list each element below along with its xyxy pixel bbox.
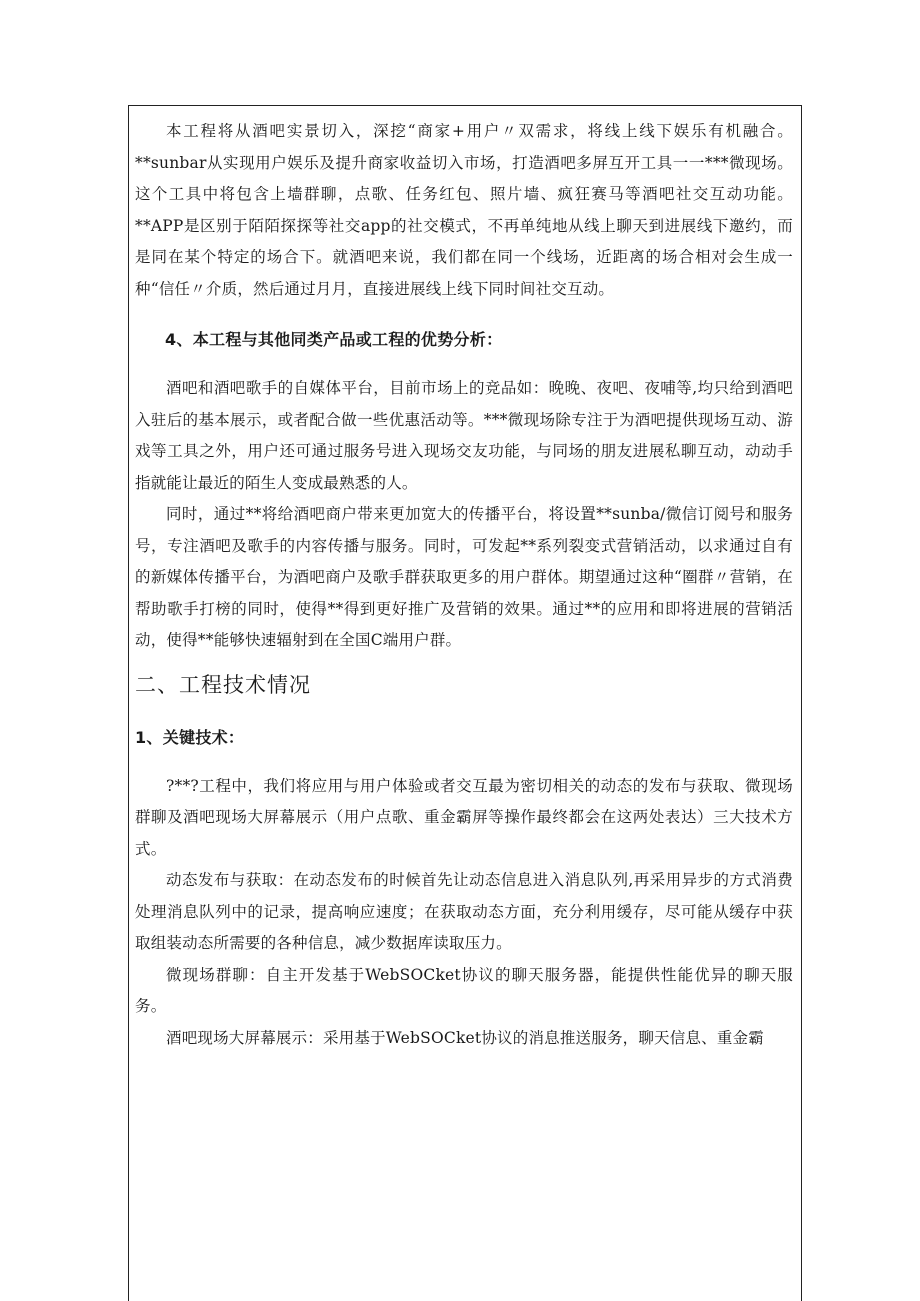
intro-paragraph: 本工程将从酒吧实景切入，深挖“商家+用户〃双需求，将线上线下娱乐有机融合。**sunbar从实现用户娱乐及提升商家收益切入市场，打造酒吧多屏互开工具一一***微现场。这个工具中将包含上墙群聊，点歌、任务红包、照片墙、疯狂赛马等酒吧社交互动功能。**APP是区别于陌陌探探等社交app的社交模式，不再单纯地从线上聊天到进展线下邀约，而是同在某个特定的场合下。就酒吧来说，我们都在同一个线场，近距离的场合相对会生成一种“信任〃介质，然后通过月月，直接进展线上线下同时间社交互动。 bbox=[135, 122, 793, 298]
tech-paragraph-3: 微现场群聊：自主开发基于WebSOCket协议的聊天服务器，能提供性能优异的聊天服务。 bbox=[135, 965, 793, 1015]
advantage-paragraph-2: 同时，通过**将给酒吧商户带来更加宽大的传播平台，将设置**sunba/微信订阅号和服务号，专注酒吧及歌手的内容传播与服务。同时，可发起**系列裂变式营销活动，以求通过自有的新媒体传播平台，为酒吧商户及歌手群获取更多的用户群体。期望通过这种“圈群〃营销，在帮助歌手打榜的同时，使得**得到更好推广及营销的效果。通过**的应用和即将进展的营销活动，使得**能够快速辐射到在全国C端用户群。 bbox=[135, 505, 793, 649]
document-table-frame bbox=[128, 105, 802, 1301]
document-content bbox=[129, 106, 801, 1054]
tech-paragraph-1: ?**?工程中，我们将应用与用户体验或者交互最为密切相关的动态的发布与获取、微现场群聊及酒吧现场大屏幕展示（用户点歌、重金霸屏等操作最终都会在这两处表达）三大技术方式。 bbox=[135, 776, 793, 858]
tech-paragraph-4: 酒吧现场大屏幕展示：采用基于WebSOCket协议的消息推送服务，聊天信息、重金霸 bbox=[166, 1028, 764, 1047]
tech-paragraph-2: 动态发布与获取：在动态发布的时候首先让动态信息进入消息队列,再采用异步的方式消费处理消息队列中的记录，提高响应速度；在获取动态方面，充分利用缓存，尽可能从缓存中获取组装动态所需要的各种信息，减少数据库读取压力。 bbox=[135, 871, 793, 952]
advantage-paragraph-1: 酒吧和酒吧歌手的自媒体平台，目前市场上的竞品如：晚晚、夜吧、夜哺等,均只给到酒吧入驻后的基本展示，或者配合做一些优惠活动等。***微现场除专注于为酒吧提供现场互动、游戏等工具之外，用户还可通过服务号进入现场交友功能，与同场的朋友进展私聊互动，动动手指就能让最近的陌生人变成最熟悉的人。 bbox=[135, 379, 793, 492]
advantage-heading: 4、本工程与其他同类产品或工程的优势分析： bbox=[165, 330, 503, 349]
key-tech-heading: 1、关键技术： bbox=[135, 727, 245, 747]
section-title: 二、工程技术情况 bbox=[135, 672, 311, 697]
